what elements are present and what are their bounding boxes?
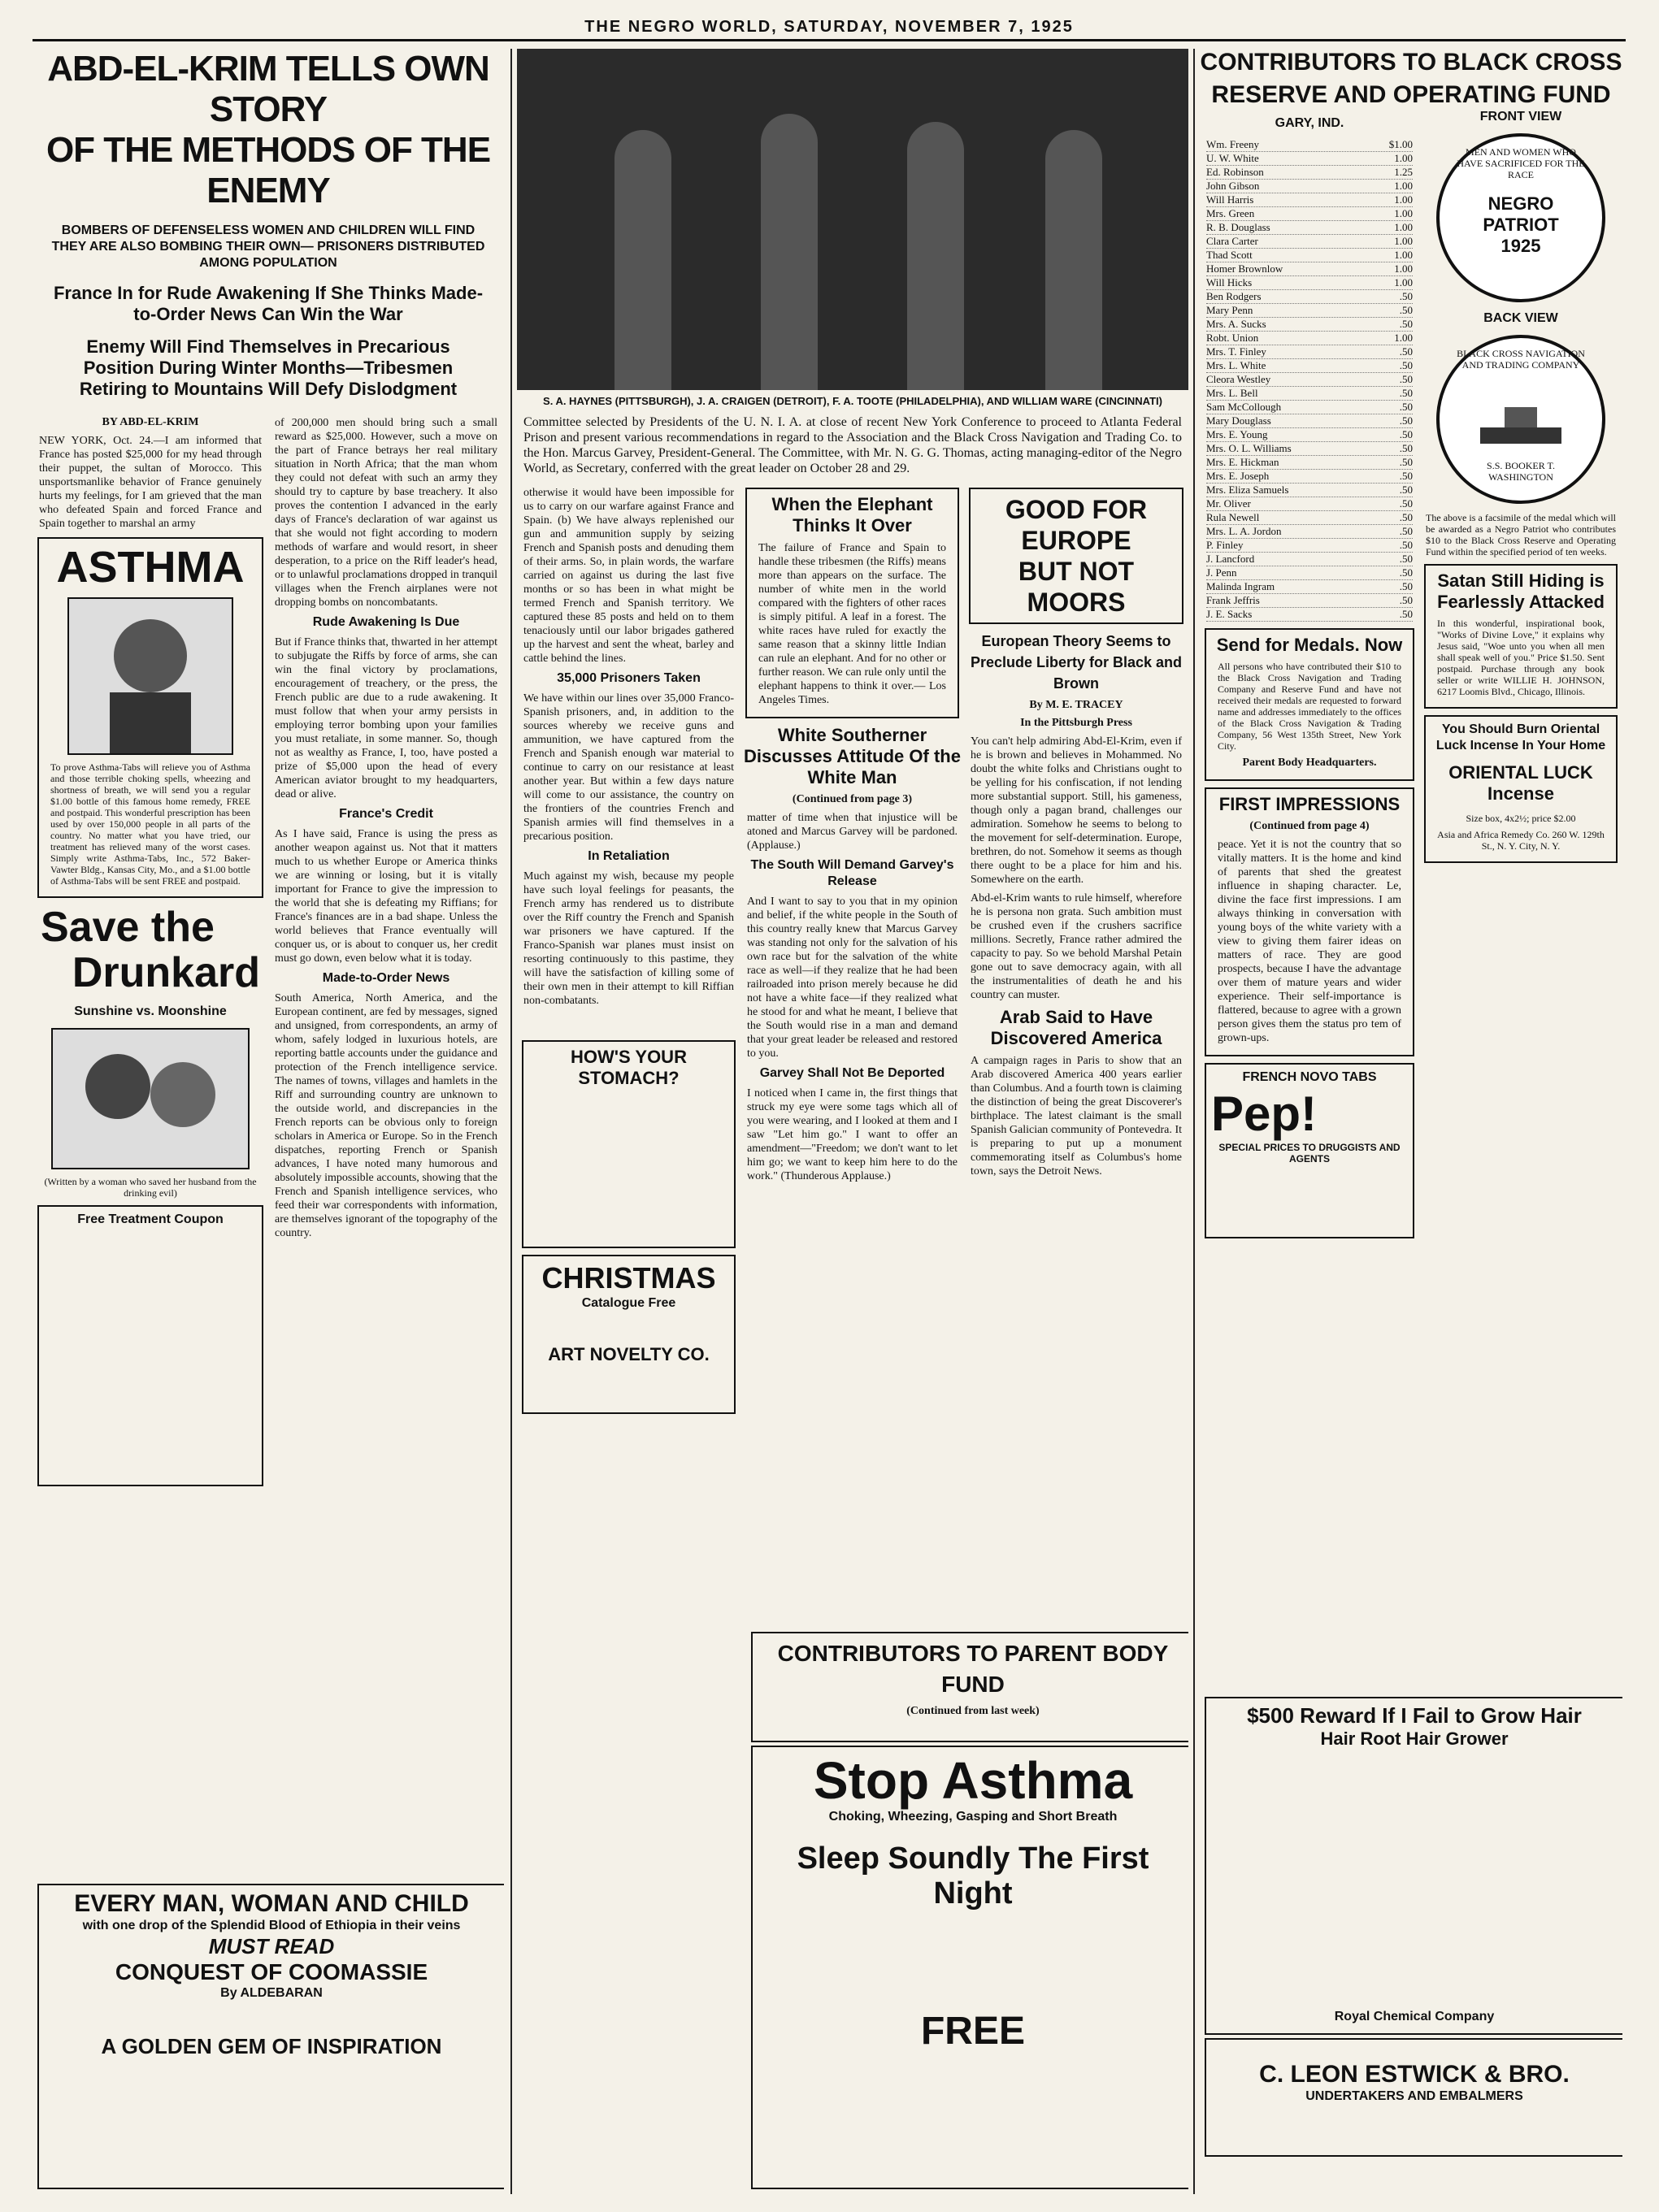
person-figure	[907, 122, 964, 390]
article-text: And I want to say to you that in my opinion and belief, if the white people in the South of this country really knew that Marcus Garvey was standing not only for the salvation of his own race but for the salvation of the white race as well—if they realize that he had been railroaded into prison merely because he did not have a white face—if they realized what he stood for and what he meant, I believe that the South would rise in a man and demand that your great leader be released and restored to you.	[747, 896, 958, 1060]
ad-title: $500 Reward If I Fail to Grow Hair	[1247, 1703, 1582, 1728]
patriot-medal	[1436, 133, 1605, 302]
contributor-row	[1206, 318, 1413, 332]
sub-column	[33, 411, 268, 1493]
incense-ad	[1424, 715, 1618, 863]
contributor-name: Thad Scott	[1206, 249, 1253, 261]
contributor-name: Mrs. L. A. Jordon	[1206, 525, 1282, 537]
contributor-amount: .50	[1399, 566, 1413, 579]
contributor-row	[1206, 594, 1413, 608]
contributor-amount: .50	[1399, 484, 1413, 496]
drunkard-title: Save the	[41, 904, 215, 951]
headline: ABD-EL-KRIM TELLS OWN STORY	[47, 49, 489, 129]
contributor-name: Frank Jeffris	[1206, 594, 1260, 606]
contributor-amount: .50	[1399, 525, 1413, 537]
medal-column	[1419, 109, 1622, 1245]
sub-column	[517, 481, 740, 1420]
couple-illustration	[51, 1028, 250, 1169]
contributor-row	[1206, 221, 1413, 235]
section-title: CONTRIBUTORS TO BLACK CROSS	[1200, 49, 1622, 76]
contributor-amount: .50	[1399, 539, 1413, 551]
contributor-row	[1206, 138, 1413, 152]
contributor-amount: .50	[1399, 345, 1413, 358]
contributor-row	[1206, 497, 1413, 511]
contributor-amount: 1.00	[1394, 180, 1413, 192]
ad-subtitle: with one drop of the Splendid Blood of Ethiopia in their veins	[82, 1919, 461, 1932]
medal-ring-text: MEN AND WOMEN WHO HAVE SACRIFICED FOR THE RACE	[1457, 146, 1585, 180]
contributor-row	[1206, 484, 1413, 497]
back-view-label: BACK VIEW	[1483, 311, 1558, 325]
contributor-amount: .50	[1399, 387, 1413, 399]
contributor-amount: 1.00	[1394, 221, 1413, 233]
person-figure	[761, 114, 818, 390]
novo-ad	[1205, 1063, 1414, 1238]
subhead: Rude Awakening Is Due	[312, 615, 460, 629]
deck: European Theory Seems to Preclude Liberty for Black and Brown	[970, 633, 1183, 692]
sleep-text: Sleep Soundly The First Night	[797, 1841, 1149, 1911]
ad-title: CHRISTMAS	[541, 1261, 716, 1295]
headline: BUT NOT MOORS	[1018, 557, 1135, 617]
deck: BOMBERS OF DEFENSELESS WOMEN AND CHILDREN WILL FIND THEY ARE ALSO BOMBING THEIR OWN— PRISONERS DISTRIBUTED AMONG POPULATION	[51, 223, 485, 270]
box-text: The failure of France and Spain to handle these tribesmen (the Riffs) means more than appears on the surface. The number of white men in the world compared with the fighters of other races is simply pitiful. A leaf in a forest. The white races have ruled for exactly the same reason that a skinny little Indian can rule an elephant. And for no other or further reason. We can rule only until the elephant happens to think it over.— Los Angeles Times.	[758, 542, 946, 706]
first-impressions	[1205, 787, 1414, 1056]
contributor-row	[1206, 608, 1413, 622]
ad-title: EVERY MAN, WOMAN AND CHILD	[74, 1890, 469, 1917]
drunkard-title: Drunkard	[72, 949, 260, 996]
coupon[interactable]	[37, 1205, 263, 1486]
box-title: When the Elephant Thinks It Over	[771, 494, 933, 536]
parent-body-fund	[751, 1632, 1188, 1742]
contributor-name: Mrs. E. Hickman	[1206, 456, 1279, 468]
headline-second-line: OF THE METHODS OF THE ENEMY	[46, 130, 491, 210]
contributor-row	[1206, 166, 1413, 180]
book-author: By ALDEBARAN	[220, 1986, 323, 2000]
contributor-name: Ben Rodgers	[1206, 290, 1262, 302]
contributor-name: Mary Douglass	[1206, 414, 1271, 427]
article-text: NEW YORK, Oct. 24.—I am informed that France has posted $25,000 for my head through their puppet, the sultan of Morocco. This unsportsmanlike behavior of France genuinely hurts my feelings, for I am grieved that the man who defeated Spain and forced France and Spain together to marshal an army	[39, 435, 262, 530]
article-text: You can't help admiring Abd-El-Krim, even if he is brown and believes in Mohammed. No doubt the white folks and Christians ought to be yelling for his confiscation, if not lending more substantial support. Still, his gameness, though only a pagan brand, challenges our admiration. Somehow he seems to belong to the movement for self-determination. Europe, brethren, do not. Somehow it seems as though there ought to be a place for him and his. Somewhere on the earth.	[971, 735, 1182, 886]
contributor-name: Mr. Oliver	[1206, 497, 1251, 510]
contributor-row	[1206, 180, 1413, 193]
contributor-name: Homer Brownlow	[1206, 262, 1283, 275]
medal-text: NEGRO PATRIOT 1925	[1483, 193, 1559, 256]
golden-gem: A GOLDEN GEM OF INSPIRATION	[101, 2034, 442, 2058]
contributor-amount: 1.00	[1394, 276, 1413, 288]
contributor-name: Mrs. A. Sucks	[1206, 318, 1266, 330]
contributor-row	[1206, 152, 1413, 166]
contributor-name: Mrs. L. Bell	[1206, 387, 1258, 399]
contributor-row	[1206, 387, 1413, 401]
contributor-amount: .50	[1399, 553, 1413, 565]
masthead: THE NEGRO WORLD, SATURDAY, NOVEMBER 7, 1925	[33, 15, 1626, 41]
contributor-row	[1206, 442, 1413, 456]
contributor-name: J. Penn	[1206, 566, 1237, 579]
satan-ad	[1424, 564, 1618, 709]
lower-columns	[517, 481, 1188, 1420]
committee-photo	[517, 49, 1188, 390]
elephant-box	[745, 488, 959, 718]
contributor-row	[1206, 262, 1413, 276]
notice-sign: Parent Body Headquarters.	[1242, 757, 1377, 769]
article-text: A campaign rages in Paris to show that an Arab discovered America 400 years earlier than Columbus. And a fourth town is claiming the distinction of being the great Discoverer's birthplace. The latest claimant is the small Spanish Galician community of Pontevedra. It is preparing to put up a monument commemorating itself as Columbus's home town, says the Detroit News.	[971, 1055, 1182, 1178]
company-name: Royal Chemical Company	[1334, 2010, 1495, 2023]
person-figure	[615, 130, 671, 390]
contributor-name: Mary Penn	[1206, 304, 1253, 316]
contributor-name: P. Finley	[1206, 539, 1244, 551]
person-figure	[1045, 130, 1102, 390]
contributor-amount: .50	[1399, 373, 1413, 385]
contributor-row	[1206, 373, 1413, 387]
hair-ad	[1205, 1697, 1622, 2035]
free-text: FREE	[920, 2010, 1025, 2053]
contributor-row	[1206, 401, 1413, 414]
contributor-name: Mrs. L. White	[1206, 359, 1266, 371]
coomassie-ad	[37, 1884, 504, 2189]
contributor-amount: 1.25	[1394, 166, 1413, 178]
continued-note: (Continued from page 4)	[1249, 820, 1370, 832]
contributor-row	[1206, 566, 1413, 580]
contributor-amount: 1.00	[1394, 235, 1413, 247]
contributors-column	[1200, 109, 1419, 1245]
contributor-name: Sam McCollough	[1206, 401, 1282, 413]
subhead: France's Credit	[339, 807, 433, 821]
contributor-amount: .50	[1399, 497, 1413, 510]
headline: White Southerner Discusses Attitude Of the White Man	[744, 725, 961, 787]
subhead: Garvey Shall Not Be Deported	[759, 1066, 945, 1080]
contributor-name: J. E. Sacks	[1206, 608, 1253, 620]
ad-subtitle: Choking, Wheezing, Gasping and Short Breath	[828, 1810, 1118, 1824]
ad-text: To prove Asthma-Tabs will relieve you of Asthma and those terrible choking spells, wheezing and shortness of breath, we will send you a regular $1.00 bottle of this famous home remedy, FREE and postpaid. This wonderful prescription has been used by over 150,000 people in all parts of the country. No matter what you have tried, our treatment has relieved many of the worst cases. Simply write Asthma-Tabs, Inc., 572 Baker-Vawter Bldg., Kansas City, Mo., and a $1.00 bottle of Asthma-Tabs will be sent FREE and postpaid.	[50, 761, 250, 887]
article-text: matter of time when that injustice will be atoned and Marcus Garvey will be pardoned. (Applause.)	[747, 812, 958, 852]
deck: France In for Rude Awakening If She Thinks Made-to-Order News Can Win the War	[53, 283, 484, 324]
drunkard-subtitle: Sunshine vs. Moonshine	[74, 1004, 227, 1018]
contributor-row	[1206, 332, 1413, 345]
incense-address: Asia and Africa Remedy Co. 260 W. 129th St., N. Y. City, N. Y.	[1437, 829, 1605, 852]
ad-special: SPECIAL PRICES TO DRUGGISTS AND AGENTS	[1218, 1142, 1401, 1165]
contributor-name: John Gibson	[1206, 180, 1260, 192]
right-columns	[1200, 49, 1622, 2194]
article-text: But if France thinks that, thwarted in her attempt to subjugate the Riffs by force of arms, she can win the final victory by proclamations, encouragement of treachery, or the press, the French public are due to a rude awakening. It must follow that when your army persists in employing terror bombing upon your families you must retaliate, in some manner. So, though not as wealthy as France, I, too, have posted a prize of $5,000 upon the head of every American aviator brought to my headquarters, dead or alive.	[275, 636, 497, 800]
medal-caption: The above is a facsimile of the medal which will be awarded as a Negro Patriot who contributes $10 to the Black Cross Reserve and Operating Fund within the specified period of ten weeks.	[1426, 512, 1616, 557]
contributor-row	[1206, 345, 1413, 359]
contributor-name: Clara Carter	[1206, 235, 1258, 247]
company-sub: UNDERTAKERS AND EMBALMERS	[1305, 2089, 1523, 2103]
contributor-amount: .50	[1399, 594, 1413, 606]
article-text: otherwise it would have been impossible for us to carry on our warfare against France and Spain. (b) We have always replenished our gun and ammunition supply by seizing French and Spanish posts and denuding them of their arms. So, in plain words, the warfare carried on against us during the last five months or so has been in what might be termed French and Spanish territory. We captured these 85 posts and held on to them tenaciously until our labor brigades gathered up the harvest and sent the wheat, barley and cattle behind the lines.	[523, 487, 734, 665]
ship-medal	[1436, 335, 1605, 504]
left-columns	[33, 49, 504, 2194]
contributor-row	[1206, 470, 1413, 484]
contributor-amount: 1.00	[1394, 249, 1413, 261]
subhead: In Retaliation	[588, 849, 670, 863]
article-text: South America, North America, and the European continent, are fed by messages, signed and unsigned, from correspondents, an army of whom, safely lodged in luxurious hotels, are reporting battle accounts under the guidance and protection of the French intelligence service. The names of towns, villages and hamlets in the Riff and surrounding country are unknown to the outside world, and discrepancies in the French reports can be obvious only to foreign scholars in America or Europe. So in the French dispatches, reporting French or Spanish advances, I have noted many humorous and absolutely impossible accounts, showing that the French and Spanish intelligence services, who feed their war correspondents with information, are themselves ignorant of the topography of the country.	[275, 992, 497, 1239]
ship-icon	[1472, 395, 1570, 452]
subhead: 35,000 Prisoners Taken	[557, 671, 701, 685]
contributor-name: Malinda Ingram	[1206, 580, 1275, 592]
contributor-amount: .50	[1399, 511, 1413, 523]
contributor-amount: .50	[1399, 608, 1413, 620]
contributor-name: Mrs. E. Young	[1206, 428, 1268, 440]
contributor-name: Wm. Freeny	[1206, 138, 1259, 150]
city-heading: GARY, IND.	[1275, 116, 1344, 130]
contributor-row	[1206, 193, 1413, 207]
contributor-row	[1206, 539, 1413, 553]
ad-title: FRENCH NOVO TABS	[1242, 1070, 1377, 1084]
contributor-amount: .50	[1399, 290, 1413, 302]
front-view-label: FRONT VIEW	[1479, 110, 1562, 124]
contributor-name: Mrs. Green	[1206, 207, 1255, 219]
contributor-name: Cleora Westley	[1206, 373, 1271, 385]
contributor-name: R. B. Douglass	[1206, 221, 1270, 233]
deck: Enemy Will Find Themselves in Precarious Position During Winter Months—Tribesmen Retiring to Mountains Will Defy Dislodgment	[79, 336, 458, 399]
contributor-row	[1206, 249, 1413, 262]
section-title: RESERVE AND OPERATING FUND	[1211, 81, 1611, 108]
sub-column	[268, 411, 504, 1493]
company-name: C. LEON ESTWICK & BRO.	[1259, 2061, 1570, 2088]
incense-label: ORIENTAL LUCK Incense	[1448, 762, 1593, 804]
contributor-amount: .50	[1399, 442, 1413, 454]
contributor-name: Mrs. Eliza Samuels	[1206, 484, 1289, 496]
contributor-amount: 1.00	[1394, 152, 1413, 164]
couple-icon	[53, 1030, 248, 1168]
headline: Arab Said to Have Discovered America	[990, 1007, 1162, 1048]
continued-note: (Continued from page 3)	[792, 793, 913, 805]
subhead: Made-to-Order News	[322, 971, 450, 985]
must-read: MUST READ	[208, 1934, 335, 1958]
contributor-row	[1206, 276, 1413, 290]
contributor-amount: .50	[1399, 456, 1413, 468]
contributor-row	[1206, 207, 1413, 221]
contributor-amount: .50	[1399, 428, 1413, 440]
ad-title: Stop Asthma	[813, 1751, 1133, 1810]
ad-subtitle: Catalogue Free	[581, 1296, 676, 1310]
continued-note: (Continued from last week)	[906, 1705, 1040, 1717]
ad-title: ASTHMA	[56, 543, 245, 592]
contributor-name: Mrs. E. Joseph	[1206, 470, 1270, 482]
article-text: I noticed when I came in, the first things that struck my eye were some tags which all of you were wearing, and I looked at them and I saw "Let him go." I want to offer an amendment—"Freedom; we don't want to let him go; we want to keep him here to do the work." (Thunderous Applause.)	[747, 1087, 958, 1182]
contributor-name: Mrs. T. Finley	[1206, 345, 1266, 358]
headline: FIRST IMPRESSIONS	[1218, 794, 1401, 814]
contributor-amount: 1.00	[1394, 332, 1413, 344]
contributor-name: Rula Newell	[1206, 511, 1260, 523]
column-rule	[1193, 49, 1195, 2194]
contributor-amount: 1.00	[1394, 193, 1413, 206]
ad-text: In this wonderful, inspirational book, "Works of Divine Love," it explains why Jesus said, "Woe unto you when all men shall speak well of you." Price $1.50. Sent postpaid. Purchase through any book seller or write WILLIE H. JOHNSON, 6217 Loomis Blvd., Chicago, Illinois.	[1437, 618, 1605, 697]
article-text: Much against my wish, because my people have such loyal feelings for peasants, the French army has rendered us to distribute over the Riff country the French and Spanish war prisoners we have captured. If the Franco-Spanish war planes must insist on resorting continuously to this pastime, they will have the satisfaction of killing some of their own men in their attempt to kill Riffian non-combatants.	[523, 870, 734, 1007]
caption: (Written by a woman who saved her husband from the drinking evil)	[44, 1176, 257, 1199]
contributor-amount: .50	[1399, 318, 1413, 330]
contributor-amount: 1.00	[1394, 262, 1413, 275]
contributor-amount: .50	[1399, 359, 1413, 371]
contributor-amount: .50	[1399, 401, 1413, 413]
article-text: peace. Yet it is not the country that so vitally matters. It is the home and kind of parents that shed the greatest influence in shaping character. Le, divine the face first impressions. I am always thinking in conversation with young boys of the white variety with a view to giving them fairer ideas on matters of race. They are good prospects, because I have the advantage over them of mature years and wider experience. Their self-importance is flattered, because to agree with a grown person gives them the status pro tem of grown-ups.	[1218, 839, 1401, 1044]
contributor-row	[1206, 525, 1413, 539]
contributor-row	[1206, 359, 1413, 373]
stomach-ad	[522, 1040, 736, 1248]
article-text: As I have said, France is using the press as another weapon against us. Not that it matters much to us whether Europe or America thinks we are winning or losing, but it is vitally important for France to give the impression to the world that she is defeating my Riffians; for France's finances are in a bad shape. Unless the world believes that France eventually will conquer us, or is about to conquer us, her credit must go down, even below what it is today.	[275, 828, 497, 965]
right-body	[1200, 109, 1622, 1245]
contributor-amount: .50	[1399, 414, 1413, 427]
incense-price: Size box, 4x2½; price $2.00	[1466, 813, 1576, 824]
notice-text: All persons who have contributed their $10 to the Black Cross Navigation and Trading Company and Reserve Fund and have not received their medals are requested to forward name and addresses immediately to the offices of the Black Cross Navigation & Trading Company, 56 West 135th Street, New York City.	[1218, 661, 1401, 752]
book-title: CONQUEST OF COOMASSIE	[115, 1959, 428, 1984]
article-text: of 200,000 men should bring such a small reward as $25,000. However, such a move on the part of France betrays her real military situation in North Africa; that the man whom they could not defeat with such an army they should try to capture by base treachery. It also proves the contention I advanced in the early days of France's declaration of war against us that she would not fight according to modern methods of warfare and would resort, in sheer desperation, to a price on the Riff leader's head, or to unlawful proclamations dropped in tranquil villages when the French airplanes were not dropping bombs on noncombatants.	[275, 417, 497, 609]
contributor-row	[1206, 428, 1413, 442]
contributor-amount: 1.00	[1394, 207, 1413, 219]
ad-subtitle: Hair Root Hair Grower	[1320, 1728, 1509, 1749]
article-text: Abd-el-Krim wants to rule himself, wherefore he is persona non grata. Such ambition must be crushed even if the crushers sacrifice millions. Secretly, France rather admired the capacity to pay. So we behold Marshal Petain gone out to save democracy again, with all the instrumentalities of death he and his country can muster.	[971, 892, 1182, 1001]
contributor-row	[1206, 511, 1413, 525]
man-illustration	[67, 597, 233, 755]
ad-title: You Should Burn Oriental Luck Incense In Your Home	[1435, 722, 1606, 753]
byline: BY ABD-EL-KRIM	[102, 416, 199, 428]
medals-notice	[1205, 628, 1414, 781]
contributor-name: Will Hicks	[1206, 276, 1253, 288]
man-icon	[69, 599, 232, 753]
contributor-name: J. Lancford	[1206, 553, 1255, 565]
contributor-row	[1206, 290, 1413, 304]
contributor-amount: $1.00	[1388, 138, 1413, 150]
contributor-name: Will Harris	[1206, 193, 1254, 206]
contributor-name: Mrs. O. L. Williams	[1206, 442, 1292, 454]
ship-name: S.S. BOOKER T. WASHINGTON	[1487, 460, 1555, 483]
europe-article	[969, 488, 1183, 624]
subhead: The South Will Demand Garvey's Release	[750, 858, 954, 888]
coupon-title: Free Treatment Coupon	[77, 1212, 224, 1226]
headline: GOOD FOR EUROPE	[1005, 495, 1148, 555]
contributor-row	[1206, 235, 1413, 249]
contributor-row	[1206, 304, 1413, 318]
center-columns	[517, 49, 1188, 2194]
byline: By M. E. TRACEY	[1029, 699, 1123, 711]
contributor-amount: .50	[1399, 580, 1413, 592]
contributor-row	[1206, 414, 1413, 428]
pep-text: Pep!	[1211, 1086, 1318, 1141]
contributor-row	[1206, 580, 1413, 594]
estwick-ad	[1205, 2038, 1622, 2157]
contributor-list	[1200, 138, 1419, 622]
contributor-name: Robt. Union	[1206, 332, 1259, 344]
column-rule	[510, 49, 512, 2194]
contributor-name: Ed. Robinson	[1206, 166, 1264, 178]
notice-title: Send for Medals. Now	[1216, 635, 1403, 655]
contributor-row	[1206, 553, 1413, 566]
asthma-ad	[37, 537, 263, 898]
contributor-name: U. W. White	[1206, 152, 1259, 164]
stop-asthma-ad	[751, 1746, 1188, 2189]
ad-title: Satan Still Hiding is Fearlessly Attacked	[1437, 570, 1605, 612]
section-title: CONTRIBUTORS TO PARENT BODY FUND	[777, 1641, 1169, 1697]
contributor-amount: .50	[1399, 470, 1413, 482]
photo-text: Committee selected by Presidents of the U. N. I. A. at close of recent New York Conference to proceed to Atlanta Federal Prison and present various recommendations in regard to the Association and the Black Cross Navigation and Trading Co. to the Hon. Marcus Garvey, President-General. The Committee, with Mr. N. G. G. Thomas, acting managing-editor of the Negro World, as Secretary, conferred with the great leader on October 28 and 29.	[523, 415, 1182, 475]
photo-caption: S. A. HAYNES (PITTSBURGH), J. A. CRAIGEN (DETROIT), F. A. TOOTE (PHILADELPHIA), AND WILLIAM WARE (CINCINNATI)	[543, 395, 1162, 407]
medal-ring-text: BLACK CROSS NAVIGATION AND TRADING COMPANY	[1457, 348, 1585, 371]
contributor-row	[1206, 456, 1413, 470]
company-name: ART NOVELTY CO.	[548, 1344, 710, 1364]
christmas-ad	[522, 1255, 736, 1414]
sub-column	[740, 481, 964, 1420]
ad-title: HOW'S YOUR STOMACH?	[571, 1047, 687, 1088]
sub-column	[964, 481, 1188, 1420]
contributor-amount: .50	[1399, 304, 1413, 316]
article-text: We have within our lines over 35,000 Franco-Spanish prisoners, and, in addition to the sources whereby we receive guns and ammunition, we have captured from the French and Spanish enough war material to continue to carry on our resistance at least another year. But within a few days nature will come to our assistance, the country on the frontiers of the countries French and Spanish armies will find themselves in a precarious position.	[523, 692, 734, 843]
source: In the Pittsburgh Press	[1020, 717, 1132, 729]
